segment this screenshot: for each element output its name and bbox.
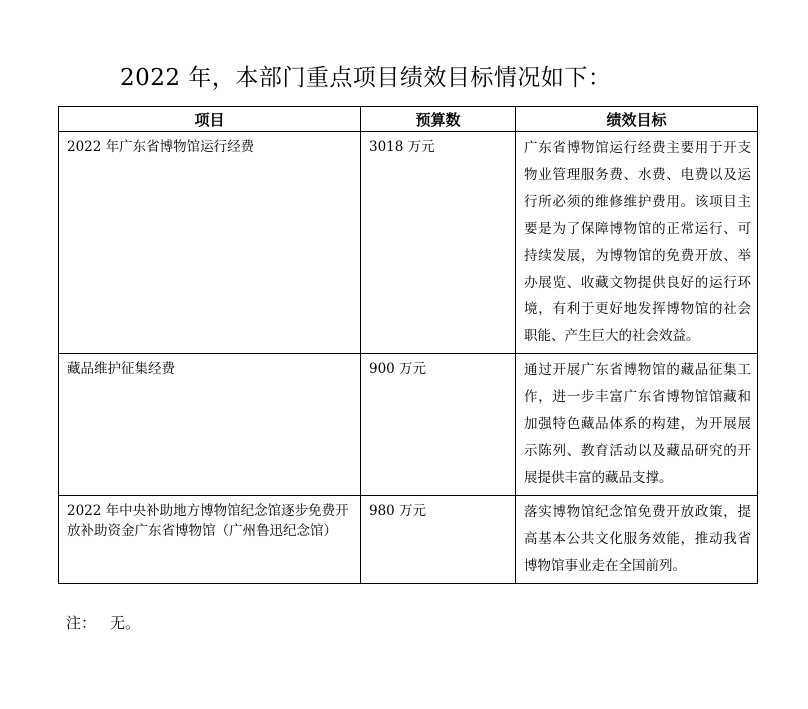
column-header-goal: 绩效目标 [516,107,758,132]
budget-cell: 900 万元 [361,354,516,496]
performance-goals-table [58,106,758,584]
goal-cell: 通过开展广东省博物馆的藏品征集工作，进一步丰富广东省博物馆馆藏和加强特色藏品体系的构建，为开展展示陈列、教育活动以及藏品研究的开展提供丰富的藏品支撑。 [516,354,758,496]
goal-cell: 落实博物馆纪念馆免费开放政策，提高基本公共文化服务效能，推动我省博物馆事业走在全国前列。 [516,495,758,583]
column-header-budget: 预算数 [361,107,516,132]
page-heading: 2022 年，本部门重点项目绩效目标情况如下： [120,65,612,91]
footnote-text: 无。 [110,614,141,632]
table-row [59,495,758,583]
goal-cell: 广东省博物馆运行经费主要用于开支物业管理服务费、水费、电费以及运行所必须的维修维护费用。该项目主要是为了保障博物馆的正常运行、可持续发展，为博物馆的免费开放、举办展览、收藏文物提供良好的运行环境，有利于更好地发挥博物馆的社会职能、产生巨大的社会效益。 [516,132,758,354]
budget-cell: 3018 万元 [361,132,516,354]
footnote [66,611,140,635]
budget-cell: 980 万元 [361,495,516,583]
footnote-label: 注： [66,614,97,632]
project-cell: 藏品维护征集经费 [59,354,361,496]
table-row [59,132,758,354]
table-row [59,354,758,496]
column-header-project: 项目 [59,107,361,132]
table-header-row [59,107,758,132]
project-cell: 2022 年广东省博物馆运行经费 [59,132,361,354]
project-cell: 2022 年中央补助地方博物馆纪念馆逐步免费开放补助资金广东省博物馆（广州鲁迅纪念馆） [59,495,361,583]
